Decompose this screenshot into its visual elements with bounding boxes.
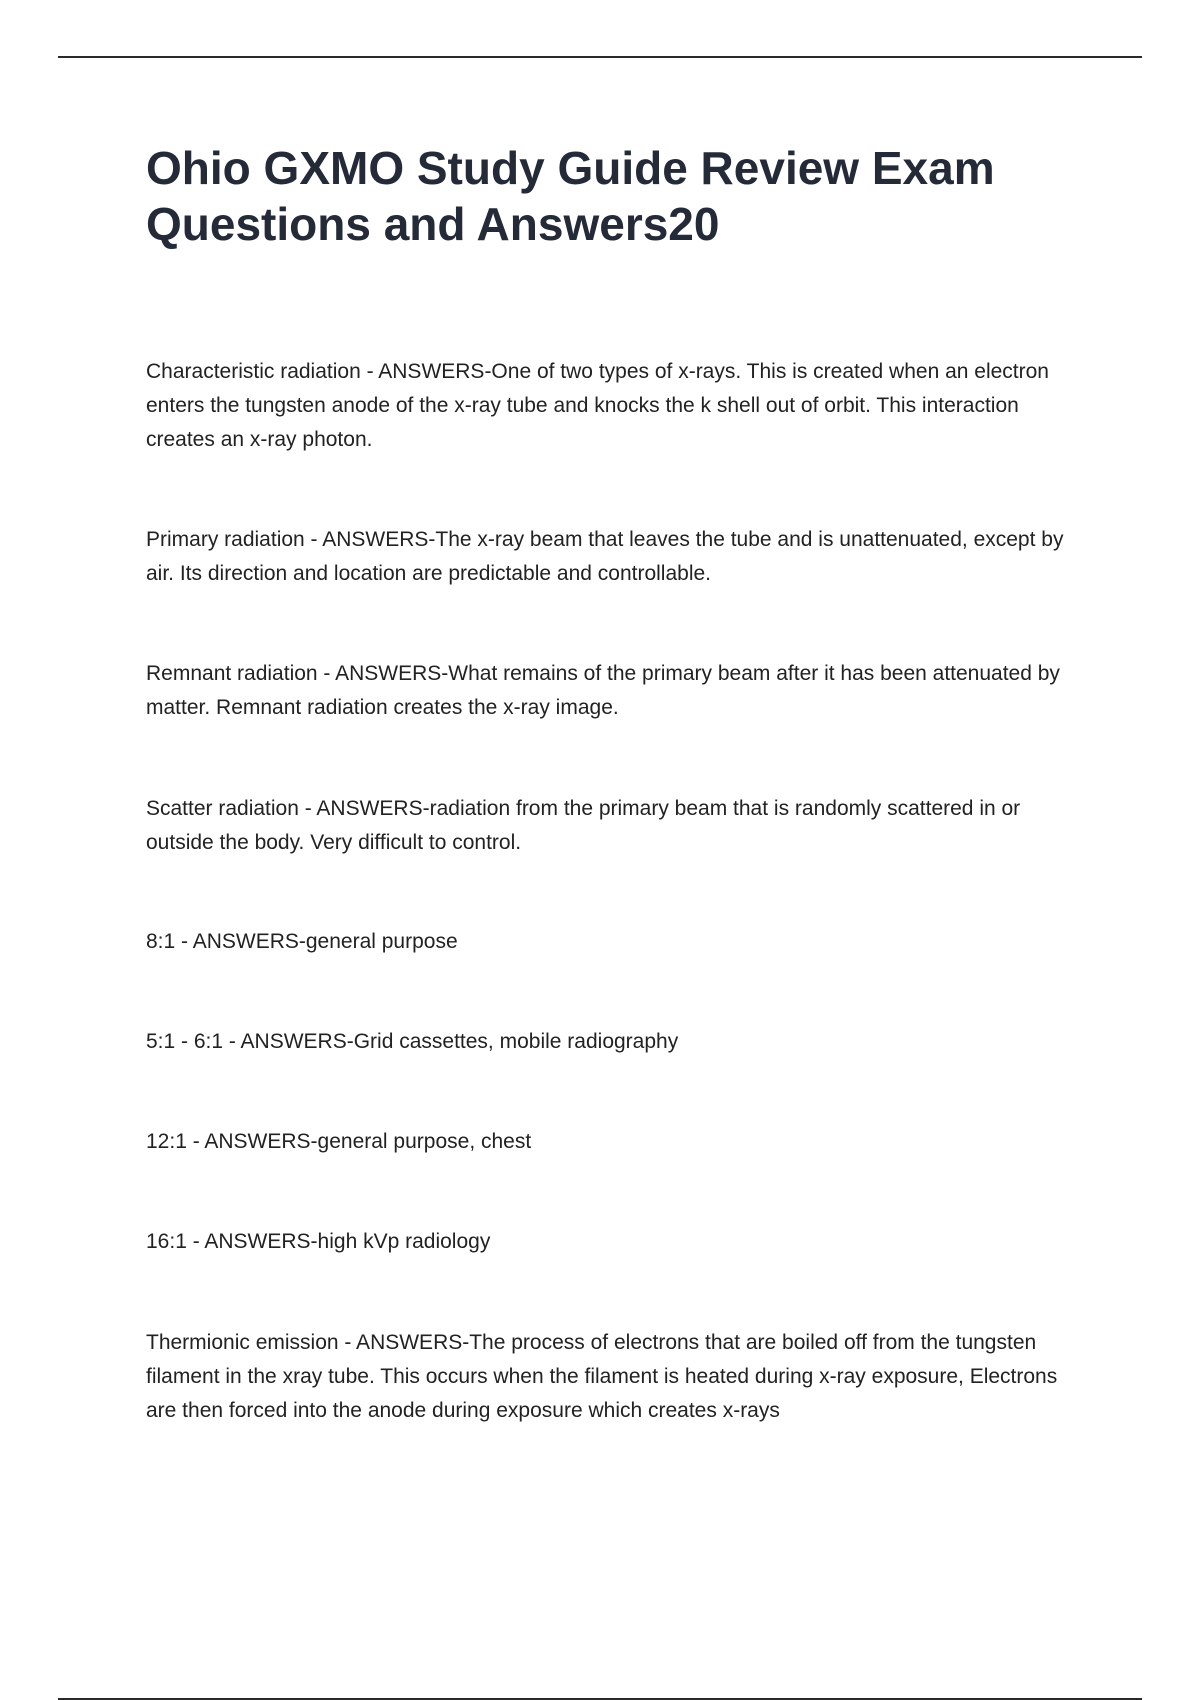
entry-grid-ratio-8-1: 8:1 - ANSWERS-general purpose (146, 930, 458, 953)
top-divider (58, 56, 1142, 58)
entry-characteristic-radiation: Characteristic radiation - ANSWERS-One of two types of x-rays. This is created when an electron enters the tungsten anode of the x-ray tube and knocks the k shell out of orbit. This interaction creates an x-ray photon. (146, 360, 1049, 451)
entry-grid-ratio-12-1: 12:1 - ANSWERS-general purpose, chest (146, 1130, 532, 1153)
entry-grid-ratio-5-6: 5:1 - 6:1 - ANSWERS-Grid cassettes, mobile radiography (146, 1030, 679, 1053)
entry-primary-radiation: Primary radiation - ANSWERS-The x-ray beam that leaves the tube and is unattenuated, except by air. Its direction and location are predictable and controllable. (146, 528, 1064, 585)
page-title: Ohio GXMO Study Guide Review Exam Questions and Answers20 (146, 142, 995, 250)
entry-grid-ratio-16-1: 16:1 - ANSWERS-high kVp radiology (146, 1230, 491, 1253)
entry-scatter-radiation: Scatter radiation - ANSWERS-radiation from the primary beam that is randomly scattered in or outside the body. Very difficult to control. (146, 797, 1021, 854)
entry-remnant-radiation: Remnant radiation - ANSWERS-What remains of the primary beam after it has been attenuated by matter. Remnant radiation creates the x-ray image. (146, 662, 1060, 719)
entry-thermionic-emission: Thermionic emission - ANSWERS-The process of electrons that are boiled off from the tungsten filament in the xray tube. This occurs when the filament is heated during x-ray exposure, Electrons are then forced into the anode during exposure which creates x-rays (146, 1331, 1058, 1422)
